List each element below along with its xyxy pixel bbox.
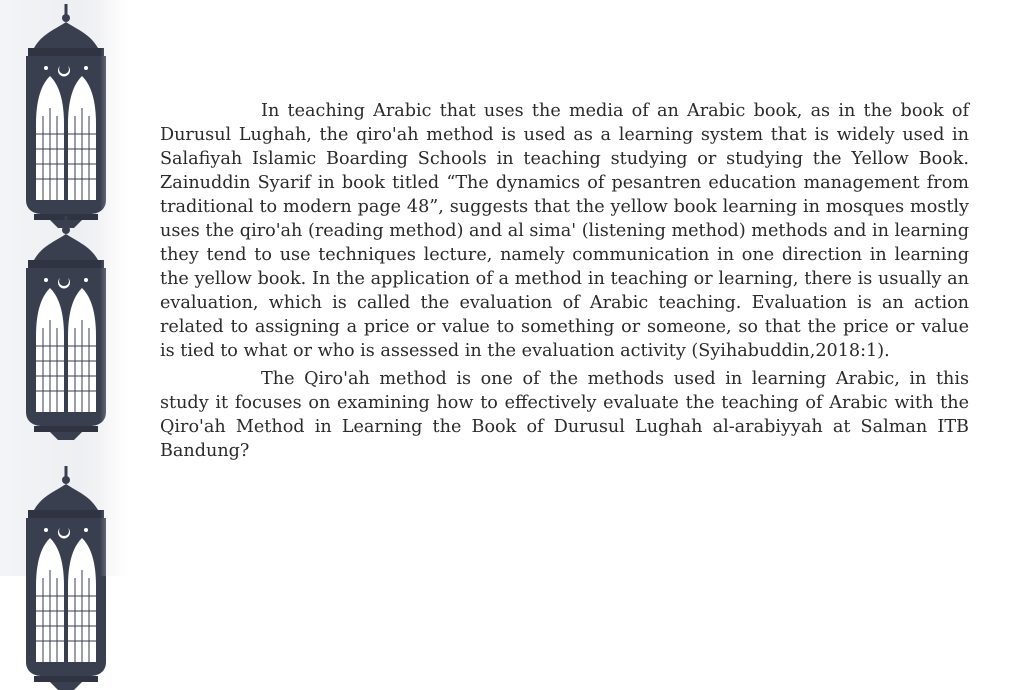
slide-body — [160, 99, 969, 467]
paragraph-2: The Qiro'ah method is one of the methods used in learning Arabic, in this study it focuses on examining how to effectively evaluate the teaching of Arabic with the Qiro'ah Method in Learning the Book of Durusul Lughah al-arabiyyah at Salman ITB Bandung? — [160, 369, 969, 461]
lantern-icon — [14, 466, 118, 690]
lantern-icon — [14, 4, 118, 228]
lantern-icon — [14, 216, 118, 440]
decorative-sidebar — [0, 0, 130, 576]
paragraph-1: In teaching Arabic that uses the media of an Arabic book, as in the book of Durusul Lughah, the qiro'ah method is used as a learning system that is widely used in Salafiyah Islamic Boarding Schools in teaching studying or studying the Yellow Book. Zainuddin Syarif in book titled “The dynamics of pesantren education management from traditional to modern page 48”, suggests that the yellow book learning in mosques mostly uses the qiro'ah (reading method) and al sima' (listening method) methods and in learning they tend to use techniques lecture, namely communication in one direction in learning the yellow book. In the application of a method in teaching or learning, there is usually an evaluation, which is called the evaluation of Arabic teaching. Evaluation is an action related to assigning a price or value to something or someone, so that the price or value is tied to what or who is assessed in the evaluation activity (Syihabuddin,2018:1). — [160, 101, 969, 361]
